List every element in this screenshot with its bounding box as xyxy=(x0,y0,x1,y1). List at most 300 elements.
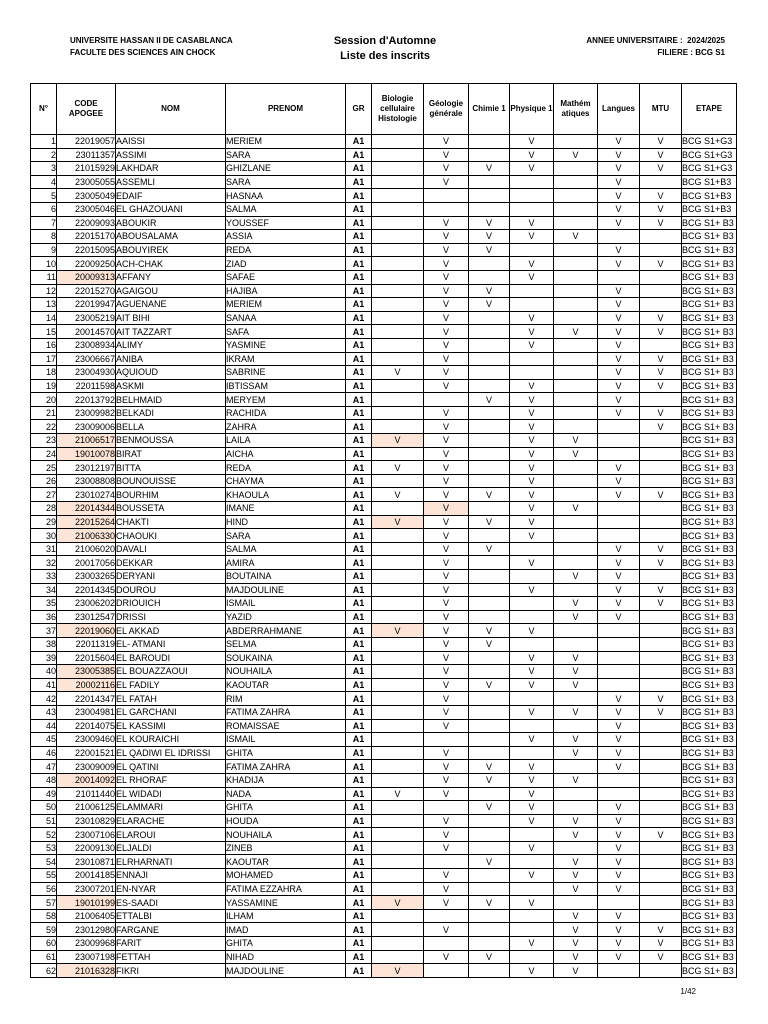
cell-langues: V xyxy=(598,746,640,760)
cell-langues xyxy=(598,624,640,638)
cell-mathematiques: V xyxy=(554,570,598,584)
cell-code-apogee: 22014075 xyxy=(57,719,116,733)
cell-langues: V xyxy=(598,461,640,475)
cell-biologie xyxy=(372,909,424,923)
cell-number: 21 xyxy=(31,406,57,420)
cell-nom: BIRAT xyxy=(116,447,226,461)
cell-biologie xyxy=(372,270,424,284)
table-row xyxy=(31,773,737,787)
cell-code-apogee: 21006020 xyxy=(57,542,116,556)
cell-number: 33 xyxy=(31,570,57,584)
table-row xyxy=(31,814,737,828)
cell-number: 60 xyxy=(31,937,57,951)
list-title: Liste des inscrits xyxy=(340,50,430,62)
cell-prenom: IMAD xyxy=(226,923,346,937)
cell-mathematiques xyxy=(554,243,598,257)
cell-group: A1 xyxy=(346,651,372,665)
cell-etape: BCG S1+ B3 xyxy=(682,393,737,407)
cell-chimie xyxy=(469,705,510,719)
cell-chimie xyxy=(469,434,510,448)
cell-etape: BCG S1+ B3 xyxy=(682,909,737,923)
cell-etape: BCG S1+ B3 xyxy=(682,705,737,719)
cell-nom: ENNAJI xyxy=(116,869,226,883)
cell-mtu xyxy=(640,243,682,257)
cell-mtu: V xyxy=(640,325,682,339)
cell-code-apogee: 23005385 xyxy=(57,665,116,679)
cell-prenom: IMANE xyxy=(226,502,346,516)
cell-mtu xyxy=(640,733,682,747)
cell-biologie xyxy=(372,202,424,216)
cell-mathematiques xyxy=(554,216,598,230)
cell-number: 55 xyxy=(31,869,57,883)
cell-prenom: ZIAD xyxy=(226,257,346,271)
cell-physique: V xyxy=(510,515,554,529)
cell-biologie xyxy=(372,610,424,624)
cell-number: 22 xyxy=(31,420,57,434)
cell-biologie xyxy=(372,937,424,951)
cell-langues xyxy=(598,420,640,434)
cell-mtu: V xyxy=(640,189,682,203)
cell-biologie xyxy=(372,801,424,815)
cell-chimie: V xyxy=(469,298,510,312)
cell-physique: V xyxy=(510,216,554,230)
cell-mtu xyxy=(640,270,682,284)
cell-etape: BCG S1+ B3 xyxy=(682,937,737,951)
cell-geologie: V xyxy=(424,814,469,828)
cell-nom: ES-SAADI xyxy=(116,896,226,910)
cell-langues: V xyxy=(598,937,640,951)
cell-number: 6 xyxy=(31,202,57,216)
cell-group: A1 xyxy=(346,474,372,488)
cell-prenom: KHADIJA xyxy=(226,773,346,787)
cell-number: 15 xyxy=(31,325,57,339)
cell-langues: V xyxy=(598,488,640,502)
cell-langues xyxy=(598,637,640,651)
cell-prenom: GHITA xyxy=(226,937,346,951)
cell-mathematiques xyxy=(554,515,598,529)
cell-mtu xyxy=(640,529,682,543)
cell-chimie xyxy=(469,325,510,339)
cell-chimie xyxy=(469,787,510,801)
table-row xyxy=(31,216,737,230)
table-row xyxy=(31,135,737,149)
cell-biologie xyxy=(372,733,424,747)
cell-physique: V xyxy=(510,665,554,679)
cell-group: A1 xyxy=(346,801,372,815)
cell-biologie xyxy=(372,719,424,733)
cell-mathematiques: V xyxy=(554,447,598,461)
cell-code-apogee: 22015095 xyxy=(57,243,116,257)
cell-code-apogee: 19010199 xyxy=(57,896,116,910)
table-row xyxy=(31,542,737,556)
cell-biologie xyxy=(372,760,424,774)
cell-prenom: ZINEB xyxy=(226,841,346,855)
cell-number: 44 xyxy=(31,719,57,733)
cell-number: 38 xyxy=(31,637,57,651)
cell-chimie xyxy=(469,474,510,488)
cell-number: 17 xyxy=(31,352,57,366)
cell-biologie xyxy=(372,773,424,787)
academic-info xyxy=(470,35,725,59)
cell-mathematiques xyxy=(554,692,598,706)
cell-code-apogee: 22009093 xyxy=(57,216,116,230)
cell-geologie: V xyxy=(424,216,469,230)
cell-etape: BCG S1+ B3 xyxy=(682,284,737,298)
cell-chimie: V xyxy=(469,284,510,298)
cell-physique: V xyxy=(510,461,554,475)
filiere-label: FILIERE : xyxy=(657,48,693,57)
cell-mtu: V xyxy=(640,705,682,719)
cell-chimie: V xyxy=(469,801,510,815)
col-header-group: GR xyxy=(346,84,372,135)
cell-nom: DAVALI xyxy=(116,542,226,556)
cell-mathematiques: V xyxy=(554,705,598,719)
cell-group: A1 xyxy=(346,202,372,216)
cell-etape: BCG S1+G3 xyxy=(682,162,737,176)
cell-geologie: V xyxy=(424,828,469,842)
cell-etape: BCG S1+ B3 xyxy=(682,230,737,244)
cell-langues: V xyxy=(598,719,640,733)
cell-group: A1 xyxy=(346,434,372,448)
cell-chimie xyxy=(469,202,510,216)
cell-prenom: KAOUTAR xyxy=(226,855,346,869)
cell-code-apogee: 23004981 xyxy=(57,705,116,719)
cell-code-apogee: 21016328 xyxy=(57,964,116,978)
cell-code-apogee: 22019057 xyxy=(57,135,116,149)
cell-etape: BCG S1+ B3 xyxy=(682,298,737,312)
table-row xyxy=(31,502,737,516)
cell-langues: V xyxy=(598,162,640,176)
cell-etape: BCG S1+ B3 xyxy=(682,651,737,665)
cell-prenom: KAOUTAR xyxy=(226,678,346,692)
cell-number: 2 xyxy=(31,148,57,162)
cell-nom: EL BAROUDI xyxy=(116,651,226,665)
cell-nom: BELHMAID xyxy=(116,393,226,407)
cell-nom: EL RHORAF xyxy=(116,773,226,787)
cell-chimie xyxy=(469,692,510,706)
cell-nom: ALIMY xyxy=(116,338,226,352)
cell-prenom: HAJIBA xyxy=(226,284,346,298)
cell-chimie xyxy=(469,556,510,570)
cell-etape: BCG S1+ B3 xyxy=(682,420,737,434)
cell-physique: V xyxy=(510,474,554,488)
cell-geologie: V xyxy=(424,719,469,733)
cell-mtu xyxy=(640,637,682,651)
cell-etape: BCG S1+ B3 xyxy=(682,529,737,543)
cell-geologie xyxy=(424,189,469,203)
table-row xyxy=(31,556,737,570)
cell-mathematiques: V xyxy=(554,882,598,896)
cell-langues xyxy=(598,964,640,978)
cell-code-apogee: 23005219 xyxy=(57,311,116,325)
cell-biologie xyxy=(372,950,424,964)
cell-group: A1 xyxy=(346,637,372,651)
cell-prenom: FATIMA EZZAHRA xyxy=(226,882,346,896)
cell-code-apogee: 22019060 xyxy=(57,624,116,638)
cell-number: 57 xyxy=(31,896,57,910)
cell-etape: BCG S1+ B3 xyxy=(682,570,737,584)
cell-chimie xyxy=(469,814,510,828)
cell-nom: ANIBA xyxy=(116,352,226,366)
cell-physique xyxy=(510,828,554,842)
cell-langues: V xyxy=(598,869,640,883)
cell-geologie: V xyxy=(424,692,469,706)
cell-mathematiques xyxy=(554,270,598,284)
cell-langues xyxy=(598,665,640,679)
cell-mathematiques xyxy=(554,801,598,815)
cell-code-apogee: 22009130 xyxy=(57,841,116,855)
cell-biologie xyxy=(372,651,424,665)
cell-prenom: YASMINE xyxy=(226,338,346,352)
university-name: UNIVERSITE HASSAN II DE CASABLANCA xyxy=(70,36,233,45)
cell-nom: ACH-CHAK xyxy=(116,257,226,271)
cell-prenom: REDA xyxy=(226,243,346,257)
table-row xyxy=(31,434,737,448)
cell-code-apogee: 23010871 xyxy=(57,855,116,869)
cell-chimie xyxy=(469,651,510,665)
cell-physique xyxy=(510,570,554,584)
cell-prenom: SARA xyxy=(226,175,346,189)
cell-nom: FARGANE xyxy=(116,923,226,937)
cell-etape: BCG S1+ B3 xyxy=(682,461,737,475)
cell-mtu: V xyxy=(640,406,682,420)
cell-mtu: V xyxy=(640,202,682,216)
cell-geologie: V xyxy=(424,760,469,774)
cell-physique xyxy=(510,352,554,366)
cell-langues: V xyxy=(598,597,640,611)
table-row xyxy=(31,651,737,665)
cell-group: A1 xyxy=(346,148,372,162)
cell-geologie: V xyxy=(424,678,469,692)
cell-physique: V xyxy=(510,420,554,434)
table-row xyxy=(31,801,737,815)
cell-langues xyxy=(598,515,640,529)
cell-langues xyxy=(598,502,640,516)
cell-geologie xyxy=(424,909,469,923)
cell-group: A1 xyxy=(346,964,372,978)
cell-geologie: V xyxy=(424,447,469,461)
cell-prenom: KHAOULA xyxy=(226,488,346,502)
cell-nom: EL AKKAD xyxy=(116,624,226,638)
cell-code-apogee: 23012980 xyxy=(57,923,116,937)
cell-group: A1 xyxy=(346,733,372,747)
cell-physique: V xyxy=(510,841,554,855)
cell-physique: V xyxy=(510,135,554,149)
cell-etape: BCG S1+ B3 xyxy=(682,447,737,461)
cell-prenom: MERIEM xyxy=(226,298,346,312)
cell-code-apogee: 19010078 xyxy=(57,447,116,461)
cell-mtu: V xyxy=(640,583,682,597)
cell-mtu: V xyxy=(640,311,682,325)
cell-physique: V xyxy=(510,964,554,978)
cell-chimie xyxy=(469,447,510,461)
cell-prenom: MAJDOULINE xyxy=(226,583,346,597)
cell-mathematiques: V xyxy=(554,923,598,937)
cell-nom: AIT BIHI xyxy=(116,311,226,325)
cell-mtu xyxy=(640,474,682,488)
cell-biologie xyxy=(372,148,424,162)
cell-nom: EL KASSIMI xyxy=(116,719,226,733)
cell-physique xyxy=(510,882,554,896)
table-row xyxy=(31,529,737,543)
cell-mtu xyxy=(640,502,682,516)
cell-langues: V xyxy=(598,257,640,271)
cell-mtu xyxy=(640,284,682,298)
cell-geologie: V xyxy=(424,896,469,910)
cell-mtu xyxy=(640,801,682,815)
cell-chimie xyxy=(469,937,510,951)
cell-prenom: NIHAD xyxy=(226,950,346,964)
cell-physique: V xyxy=(510,937,554,951)
cell-biologie xyxy=(372,298,424,312)
cell-number: 27 xyxy=(31,488,57,502)
cell-group: A1 xyxy=(346,393,372,407)
cell-mtu xyxy=(640,746,682,760)
cell-mathematiques: V xyxy=(554,610,598,624)
cell-mathematiques xyxy=(554,896,598,910)
table-row xyxy=(31,760,737,774)
cell-chimie xyxy=(469,733,510,747)
cell-etape: BCG S1+ B3 xyxy=(682,311,737,325)
cell-mathematiques xyxy=(554,257,598,271)
table-row xyxy=(31,882,737,896)
cell-mtu: V xyxy=(640,597,682,611)
cell-mtu xyxy=(640,773,682,787)
col-header-geologie: Géologie générale xyxy=(424,84,469,135)
cell-mtu xyxy=(640,570,682,584)
cell-number: 20 xyxy=(31,393,57,407)
cell-nom: DEKKAR xyxy=(116,556,226,570)
cell-geologie: V xyxy=(424,923,469,937)
cell-biologie xyxy=(372,637,424,651)
cell-prenom: NOUHAILA xyxy=(226,828,346,842)
cell-prenom: SARA xyxy=(226,148,346,162)
cell-group: A1 xyxy=(346,488,372,502)
cell-physique: V xyxy=(510,814,554,828)
cell-mathematiques xyxy=(554,420,598,434)
cell-biologie xyxy=(372,216,424,230)
cell-physique xyxy=(510,692,554,706)
cell-geologie: V xyxy=(424,230,469,244)
cell-geologie: V xyxy=(424,488,469,502)
cell-etape: BCG S1+B3 xyxy=(682,175,737,189)
cell-nom: EL QATINI xyxy=(116,760,226,774)
cell-prenom: CHAYMA xyxy=(226,474,346,488)
cell-chimie: V xyxy=(469,488,510,502)
cell-nom: ELAMMARI xyxy=(116,801,226,815)
cell-code-apogee: 23012197 xyxy=(57,461,116,475)
cell-physique: V xyxy=(510,556,554,570)
table-row xyxy=(31,923,737,937)
cell-nom: CHAKTI xyxy=(116,515,226,529)
cell-biologie xyxy=(372,556,424,570)
cell-code-apogee: 23010274 xyxy=(57,488,116,502)
cell-group: A1 xyxy=(346,937,372,951)
cell-mathematiques xyxy=(554,556,598,570)
cell-physique: V xyxy=(510,447,554,461)
cell-chimie xyxy=(469,270,510,284)
cell-group: A1 xyxy=(346,787,372,801)
cell-etape: BCG S1+ B3 xyxy=(682,338,737,352)
cell-prenom: ABDERRAHMANE xyxy=(226,624,346,638)
cell-group: A1 xyxy=(346,896,372,910)
cell-etape: BCG S1+ B3 xyxy=(682,325,737,339)
cell-number: 1 xyxy=(31,135,57,149)
cell-prenom: ISMAIL xyxy=(226,597,346,611)
cell-biologie xyxy=(372,502,424,516)
cell-langues: V xyxy=(598,243,640,257)
cell-code-apogee: 21006330 xyxy=(57,529,116,543)
cell-group: A1 xyxy=(346,692,372,706)
cell-mtu xyxy=(640,624,682,638)
cell-chimie xyxy=(469,610,510,624)
col-header-biologie: Biologie cellulaire Histologie xyxy=(372,84,424,135)
cell-group: A1 xyxy=(346,855,372,869)
cell-prenom: SARA xyxy=(226,529,346,543)
cell-etape: BCG S1+ B3 xyxy=(682,841,737,855)
cell-nom: EN-NYAR xyxy=(116,882,226,896)
cell-nom: ELRHARNATI xyxy=(116,855,226,869)
cell-chimie xyxy=(469,461,510,475)
cell-etape: BCG S1+ B3 xyxy=(682,379,737,393)
cell-chimie xyxy=(469,338,510,352)
cell-code-apogee: 23009982 xyxy=(57,406,116,420)
cell-chimie xyxy=(469,257,510,271)
cell-etape: BCG S1+ B3 xyxy=(682,597,737,611)
cell-number: 35 xyxy=(31,597,57,611)
cell-langues: V xyxy=(598,379,640,393)
cell-chimie xyxy=(469,909,510,923)
col-header-nom: NOM xyxy=(116,84,226,135)
cell-mtu xyxy=(640,434,682,448)
cell-langues: V xyxy=(598,733,640,747)
cell-mtu xyxy=(640,855,682,869)
cell-nom: DOUROU xyxy=(116,583,226,597)
cell-nom: BOUNOUISSE xyxy=(116,474,226,488)
cell-nom: AAISSI xyxy=(116,135,226,149)
cell-group: A1 xyxy=(346,406,372,420)
cell-number: 23 xyxy=(31,434,57,448)
table-row xyxy=(31,175,737,189)
cell-physique: V xyxy=(510,773,554,787)
cell-etape: BCG S1+ B3 xyxy=(682,488,737,502)
cell-biologie: V xyxy=(372,461,424,475)
col-header-code: CODE APOGEE xyxy=(57,84,116,135)
cell-mathematiques xyxy=(554,624,598,638)
cell-biologie xyxy=(372,855,424,869)
cell-nom: EL- ATMANI xyxy=(116,637,226,651)
cell-etape: BCG S1+ B3 xyxy=(682,923,737,937)
cell-nom: BOURHIM xyxy=(116,488,226,502)
cell-prenom: AICHA xyxy=(226,447,346,461)
cell-number: 8 xyxy=(31,230,57,244)
cell-physique: V xyxy=(510,406,554,420)
cell-langues xyxy=(598,447,640,461)
cell-chimie: V xyxy=(469,243,510,257)
cell-group: A1 xyxy=(346,923,372,937)
cell-physique: V xyxy=(510,257,554,271)
cell-langues: V xyxy=(598,298,640,312)
cell-mathematiques xyxy=(554,311,598,325)
cell-prenom: RACHIDA xyxy=(226,406,346,420)
cell-mathematiques: V xyxy=(554,502,598,516)
cell-group: A1 xyxy=(346,624,372,638)
cell-prenom: SOUKAINA xyxy=(226,651,346,665)
cell-mtu xyxy=(640,651,682,665)
cell-nom: CHAOUKI xyxy=(116,529,226,543)
table-row xyxy=(31,447,737,461)
cell-biologie: V xyxy=(372,787,424,801)
